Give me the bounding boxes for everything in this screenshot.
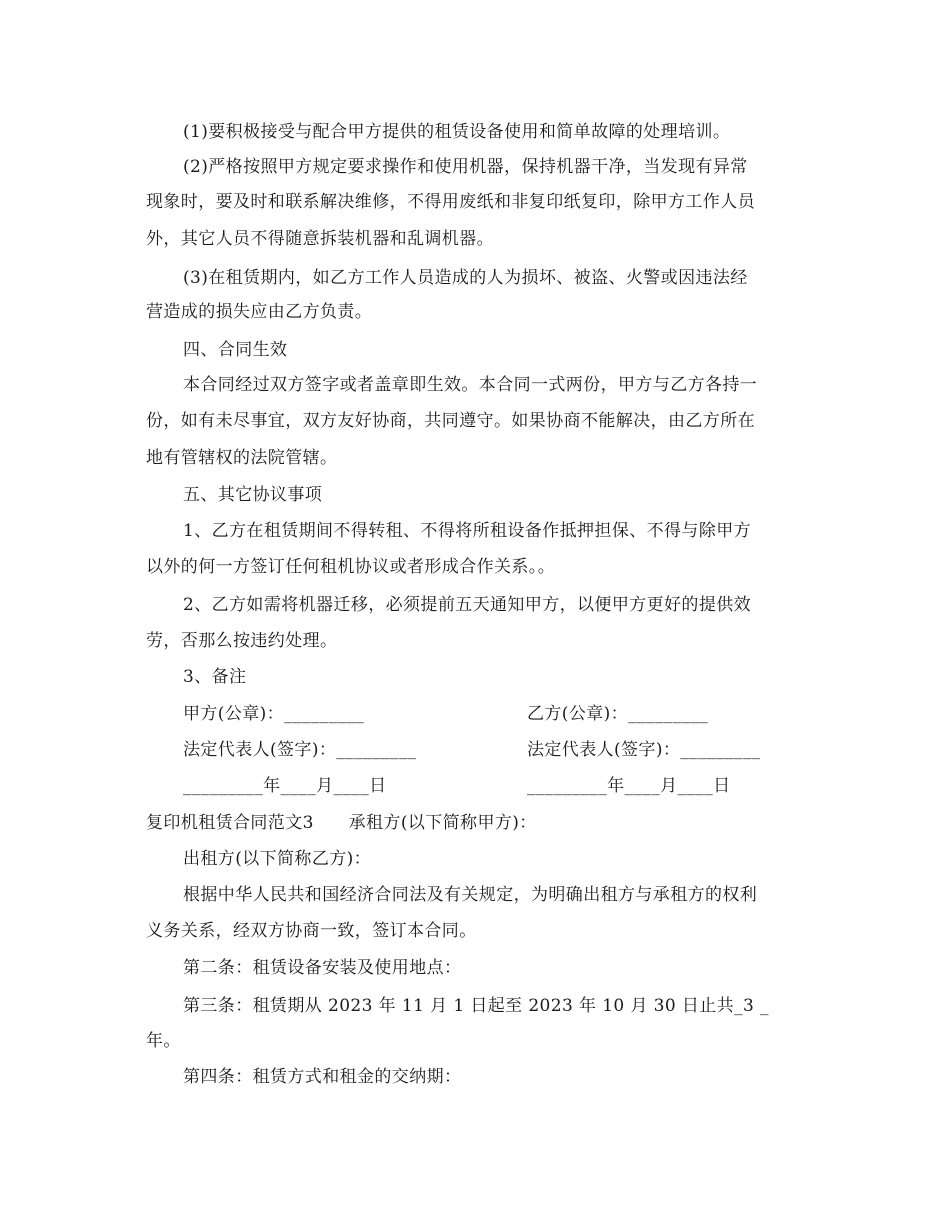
article-2: 第二条：租赁设备安装及使用地点： — [183, 958, 462, 978]
section-5-item-2-line-1: 2、乙方如需将机器迁移，必须提前五天通知甲方，以便甲方更好的提供效 — [183, 595, 752, 615]
party-b-seal: 乙方(公章)：_________ — [527, 704, 709, 724]
article-3-line-2: 年。 — [146, 1031, 181, 1051]
section-5-item-2-line-2: 劳，否那么按违约处理。 — [146, 631, 338, 651]
section-4-line-2: 份，如有未尽事宜，双方友好协商，共同遵守。如果协商不能解决，由乙方所在 — [146, 411, 755, 431]
section-4-line-1: 本合同经过双方签字或者盖章即生效。本合同一式两份，甲方与乙方各持一 — [183, 375, 758, 395]
clause-item-1: (1)要积极接受与配合甲方提供的租赁设备使用和简单故障的处理培训。 — [183, 122, 731, 142]
party-b-date: _________年____月____日 — [527, 776, 731, 796]
section-4-heading: 四、合同生效 — [183, 340, 288, 360]
article-3-line-1: 第三条：租赁期从 2023 年 11 月 1 日起至 2023 年 10 月 30 日止共_3 _ — [183, 996, 769, 1016]
preamble-line-1: 根据中华人民共和国经济合同法及有关规定，为明确出租方与承租方的权利 — [183, 885, 758, 905]
article-4: 第四条：租赁方式和租金的交纳期： — [183, 1067, 462, 1087]
clause-item-3-line-2: 营造成的损失应由乙方负责。 — [146, 302, 373, 322]
clause-item-3-line-1: (3)在租赁期内，如乙方工作人员造成的人为损坏、被盗、火警或因违法经 — [183, 268, 748, 288]
section-5-item-3: 3、备注 — [183, 667, 247, 687]
party-a-representative: 法定代表人(签字)：_________ — [183, 740, 417, 760]
section-5-item-1-line-1: 1、乙方在租赁期间不得转租、不得将所租设备作抵押担保、不得与除甲方 — [183, 521, 752, 541]
template-3-title: 复印机租赁合同范文3 承租方(以下简称甲方)： — [146, 813, 537, 833]
clause-item-2-line-1: (2)严格按照甲方规定要求操作和使用机器，保持机器干净，当发现有异常 — [183, 157, 748, 177]
clause-item-2-line-2: 现象时，要及时和联系解决维修，不得用废纸和非复印纸复印，除甲方工作人员 — [146, 192, 755, 212]
section-5-item-1-line-2: 以外的何一方签订任何租机协议或者形成合作关系。。 — [146, 557, 556, 577]
section-4-line-3: 地有管辖权的法院管辖。 — [146, 448, 338, 468]
party-a-date: _________年____月____日 — [183, 776, 387, 796]
clause-item-2-line-3: 外，其它人员不得随意拆装机器和乱调机器。 — [146, 229, 494, 249]
party-a-seal: 甲方(公章)：_________ — [183, 704, 365, 724]
party-b-representative: 法定代表人(签字)：_________ — [527, 740, 761, 760]
preamble-line-2: 义务关系，经双方协商一致，签订本合同。 — [146, 921, 477, 941]
lessor-line: 出租方(以下简称乙方)： — [183, 849, 372, 869]
section-5-heading: 五、其它协议事项 — [183, 485, 323, 505]
